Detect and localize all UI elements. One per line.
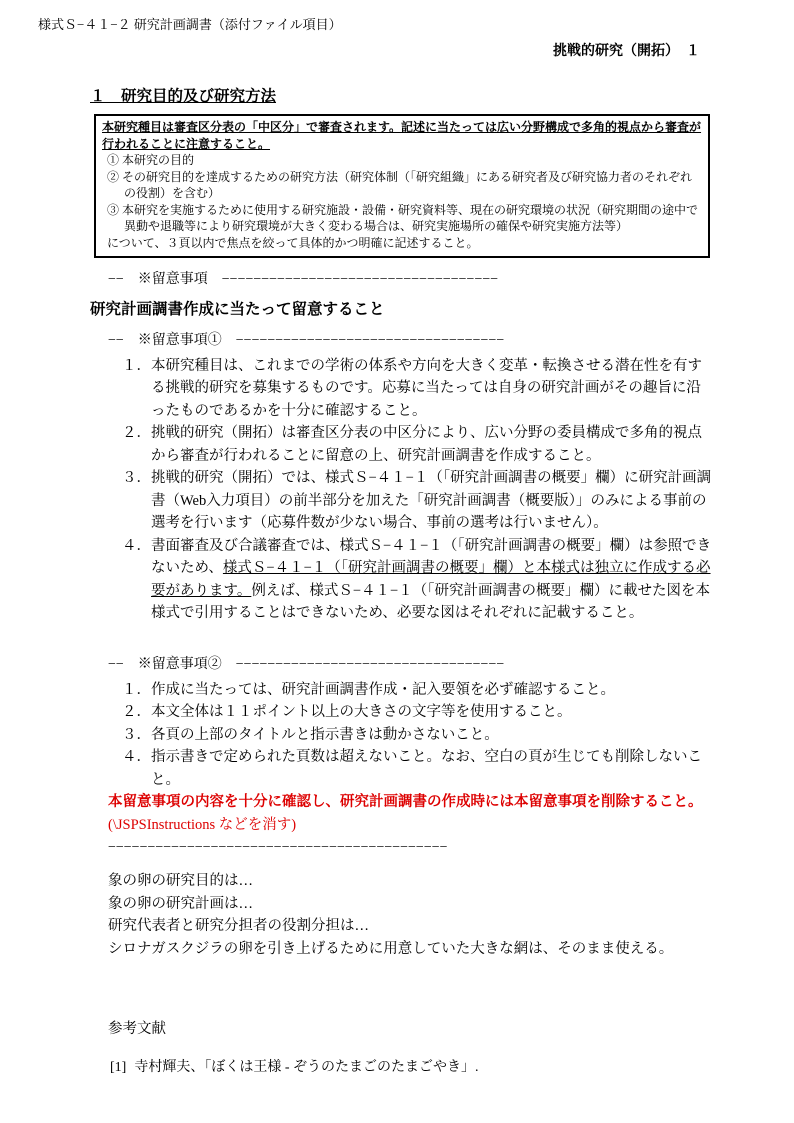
note-item-number: ２．	[122, 425, 151, 442]
section-title-text: １ 研究目的及び研究方法	[90, 88, 277, 105]
note-item	[122, 679, 714, 701]
box-item-number: ③	[107, 202, 120, 217]
category-page-header: 挑戦的研究（開拓） １	[553, 42, 700, 58]
instruction-box-item	[107, 202, 702, 235]
section-title	[90, 84, 794, 106]
note-item	[122, 535, 714, 625]
note-item-text: 各頁の上部のタイトルと指示書きは動かさないこと。	[151, 726, 499, 743]
note-item-number: ３．	[122, 470, 151, 487]
note-item-text: 書面審査及び合議審査では、様式Ｓ−４１−１（「研究計画調書の概要」欄）は参照できないため、	[151, 537, 712, 577]
note-item-number: １．	[122, 681, 151, 698]
body-line: 象の卵の研究目的は…	[108, 872, 253, 889]
notes1-list	[0, 355, 794, 625]
note-item-text: 挑戦的研究（開拓）は審査区分表の中区分により、広い分野の委員構成で多角的視点から審査が行われることに留意の上、研究計画調書を作成すること。	[151, 425, 702, 464]
reference-item	[110, 1056, 794, 1076]
instruction-box-item	[107, 169, 702, 202]
notes2-marker: −− ※留意事項② −−−−−−−−−−−−−−−−−−−−−−−−−−−−−−−−−−	[108, 656, 505, 672]
notes-marker: −− ※留意事項 −−−−−−−−−−−−−−−−−−−−−−−−−−−−−−−−−−−	[108, 272, 499, 288]
instruction-box-lead: 本研究種目は審査区分表の「中区分」で審査されます。記述に当たっては広い分野構成で多角的視点から審査が行われることに注意すること。	[102, 120, 702, 151]
note-item	[122, 422, 714, 467]
note-item-text: 本文全体は１１ポイント以上の大きさの文字等を使用すること。	[151, 704, 572, 721]
note-item-text: 挑戦的研究（開拓）では、様式Ｓ−４１−１（「研究計画調書の概要」欄）に研究計画調書（Web入力項目）の前半部分を加えた「研究計画調書（概要版）」のみによる事前の選考を行います（応募件数が少ない場合、事前の選考は行いません）。	[151, 470, 712, 532]
note-item	[122, 355, 714, 422]
form-id-header: 様式Ｓ−４１−２ 研究計画調書（添付ファイル項目）	[38, 17, 342, 32]
body-line: 研究代表者と研究分担者の役割分担は…	[108, 918, 369, 935]
note-item-number: １．	[122, 357, 151, 374]
notes2-list	[0, 679, 794, 791]
note-item-text-underlined: 様式Ｓ−４１−１（「研究計画調書の概要」欄）と本様式は独立に作成する必要があります。	[151, 560, 711, 599]
box-item-number: ①	[107, 153, 120, 168]
box-item-number: ②	[107, 169, 120, 184]
body-line: シロナガスクジラの卵を引き上げるために用意していた大きな網は、そのまま使える。	[108, 941, 674, 958]
note-item-number: ３．	[122, 726, 151, 743]
note-item-text: 作成に当たっては、研究計画調書作成・記入要領を必ず確認すること。	[151, 681, 615, 698]
note-item-text: 例えば、様式Ｓ−４１−１（「研究計画調書の概要」欄）に載せた図を本様式で引用することはできないため、必要な図はそれぞれに記載すること。	[151, 582, 710, 622]
reference-label: [1]	[110, 1060, 127, 1076]
note-item	[122, 724, 714, 746]
red-warning-line: (\JSPSInstructions などを消す)	[108, 817, 297, 834]
dashed-divider: −−−−−−−−−−−−−−−−−−−−−−−−−−−−−−−−−−−−−−−−−−−	[108, 839, 448, 855]
note-item	[122, 746, 714, 791]
note-item	[122, 467, 714, 534]
note-item-number: ４．	[122, 749, 151, 766]
note-item	[122, 701, 714, 723]
instruction-box-footer: について、３頁以内で焦点を絞って具体的かつ明確に記述すること。	[107, 235, 479, 250]
notes1-marker: −− ※留意事項① −−−−−−−−−−−−−−−−−−−−−−−−−−−−−−−−−−	[108, 332, 505, 348]
reference-text: 寺村輝夫、「ぼくは王様 - ぞうのたまごのたまごやき」.	[134, 1060, 479, 1076]
note-item-text: 指示書きで定められた頁数は超えないこと。なお、空白の頁が生じても削除しないこと。	[151, 749, 702, 788]
box-item-text: 本研究の目的	[122, 153, 195, 168]
box-item-text: 本研究を実施するために使用する研究施設・設備・研究資料等、現在の研究環境の状況（研究期間の途中で異動や退職等により研究環境が大きく変わる場合は、研究実施場所の確保や研究実施方法等）	[122, 202, 699, 234]
references-heading: 参考文献	[108, 1021, 166, 1038]
note-item-text: 本研究種目は、これまでの学術の体系や方向を大きく変革・転換させる潜在性を有する挑戦的研究を募集するものです。応募に当たっては自身の研究計画がその趣旨に沿ったものであるかを十分に確認すること。	[151, 357, 702, 419]
note-item-number: ２．	[122, 704, 151, 721]
notes-title: 研究計画調書作成に当たって留意すること	[90, 300, 385, 318]
note-item-number: ４．	[122, 537, 151, 554]
red-warning-line: 本留意事項の内容を十分に確認し、研究計画調書の作成時には本留意事項を削除すること。	[108, 794, 703, 811]
body-line: 象の卵の研究計画は…	[108, 895, 253, 912]
instruction-box	[94, 114, 710, 258]
body-text	[0, 870, 794, 962]
instruction-box-item	[107, 152, 702, 169]
box-item-text: その研究目的を達成するための研究方法（研究体制（「研究組織」にある研究者及び研究協力者のそれぞれの役割）を含む）	[122, 169, 693, 201]
